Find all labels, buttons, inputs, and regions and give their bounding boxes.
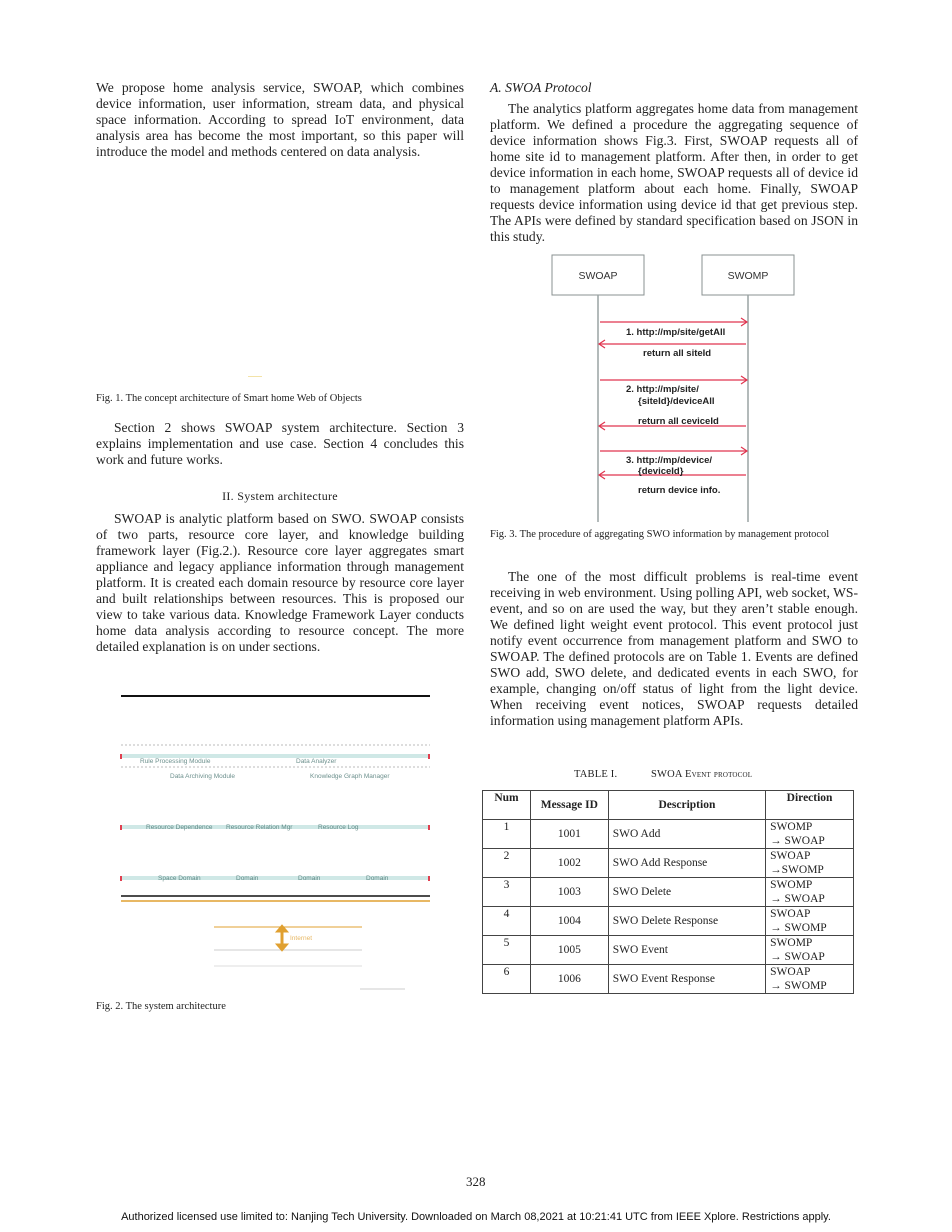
table-row <box>483 965 854 994</box>
cell-num: 4 <box>483 907 531 936</box>
message-2-label-line2: {siteId}/deviceAll <box>638 396 715 407</box>
direction-target: → SWOMP <box>770 980 827 992</box>
cell-direction <box>766 878 854 907</box>
table-label: TABLE I. <box>574 769 618 780</box>
swomp-actor-label: SWOMP <box>727 270 769 282</box>
event-block <box>490 569 858 729</box>
cell-direction <box>766 820 854 849</box>
cell-num: 5 <box>483 936 531 965</box>
internet-arrow-icon <box>276 925 288 951</box>
direction-source: SWOAP <box>770 908 811 920</box>
figure-1-remnant <box>248 376 262 377</box>
swoap-actor-label: SWOAP <box>578 270 618 282</box>
cell-description: SWO Delete Response <box>608 907 765 936</box>
direction-target: →SWOMP <box>770 864 824 876</box>
direction-target: → SWOAP <box>770 951 825 963</box>
architecture-block <box>96 511 464 655</box>
cell-direction <box>766 849 854 878</box>
table-row <box>483 936 854 965</box>
table-row <box>483 907 854 936</box>
cell-description: SWO Add <box>608 820 765 849</box>
cell-description: SWO Add Response <box>608 849 765 878</box>
table-title: SWOA Event protocol <box>651 769 753 780</box>
protocol-paragraph: The analytics platform aggregates home data from management platform. We defined a procedure the aggregating sequence of device information shows Fig.3. First, SWOAP requests all of home site id to management platform. After then, in order to get device information in each home, SWOAP requests all of device id to management platform about each home. Finally, SWOAP requests device information using device id that get previous step. The APIs were defined by standard specification based on JSON in this study. <box>490 101 858 244</box>
direction-source: SWOMP <box>770 879 813 891</box>
figure-3 <box>548 252 798 524</box>
table-body <box>483 820 854 994</box>
cell-direction <box>766 965 854 994</box>
cell-description: SWO Event Response <box>608 965 765 994</box>
direction-source: SWOMP <box>770 821 813 833</box>
domain-label-2: Domain <box>298 875 321 882</box>
direction-target: → SWOAP <box>770 893 825 905</box>
section-heading-text: II. System architecture <box>222 489 338 503</box>
data-archiving-label: Data Archiving Module <box>170 773 236 780</box>
cell-direction <box>766 907 854 936</box>
internet-label: Internet <box>290 935 313 942</box>
intro-paragraph: We propose home analysis service, SWOAP, which combines device information, user information, stream data, and physical space information. According to spread IoT environment, data analysis area has become the most important, so this paper will introduce the model and methods centered on data analysis. <box>96 80 464 159</box>
header-description: Description <box>608 791 765 820</box>
figure-3-caption: Fig. 3. The procedure of aggregating SWO information by management protocol <box>490 529 830 540</box>
table-header-row <box>483 791 854 820</box>
message-3-label-line2: {deviceId} <box>638 466 684 477</box>
left-intro-block <box>96 80 464 160</box>
return-3-label: return device info. <box>638 485 721 496</box>
rule-processing-label: Rule Processing Module <box>140 758 211 765</box>
message-2-label-line1: 2. http://mp/site/ <box>626 384 699 395</box>
cell-message-id: 1005 <box>530 936 608 965</box>
direction-source: SWOMP <box>770 937 813 949</box>
header-message-id: Message ID <box>530 791 608 820</box>
cell-num: 1 <box>483 820 531 849</box>
cell-direction <box>766 936 854 965</box>
return-2-label: return all ceviceId <box>638 416 719 427</box>
subsection-heading: A. SWOA Protocol <box>490 80 592 95</box>
return-1-label: return all siteId <box>643 348 712 359</box>
figure-2 <box>118 694 434 994</box>
knowledge-graph-label: Knowledge Graph Manager <box>310 773 390 780</box>
page-number: 328 <box>466 1174 486 1189</box>
event-paragraph: The one of the most difficult problems is real-time event receiving in web environment. Using polling API, web socket, WS-event, and so on are used the way, but they aren’t stable enough. We defined light weight event protocol. This event protocol just notify event occurrence from management platform and SWO to SWOAP. The defined protocols are on Table 1. Events are defined SWO add, SWO delete, and dedicated events in each SWO, for example, changing on/off status of light from the light device. When receiving event notices, SWOAP requests detailed information using management platform APIs. <box>490 569 858 728</box>
domain-label-1: Domain <box>236 875 259 882</box>
direction-source: SWOAP <box>770 966 811 978</box>
resource-log-label: Resource Log <box>318 824 359 831</box>
section-overview-paragraph: Section 2 shows SWOAP system architecture. Section 3 explains implementation and use case. Section 4 concludes this work and future works. <box>96 420 464 467</box>
cell-num: 6 <box>483 965 531 994</box>
domain-label-3: Domain <box>366 875 389 882</box>
header-num: Num <box>483 791 531 820</box>
direction-target: → SWOAP <box>770 835 825 847</box>
footer-license: Authorized licensed use limited to: Nanjing Tech University. Downloaded on March 08,2021 at 10:21:41 UTC from IEEE Xplore. Restrictions apply. <box>121 1211 831 1223</box>
direction-source: SWOAP <box>770 850 811 862</box>
table-row <box>483 820 854 849</box>
protocol-block <box>490 101 858 245</box>
direction-target: → SWOMP <box>770 922 827 934</box>
data-analyzer-label: Data Analyzer <box>296 758 337 765</box>
cell-message-id: 1006 <box>530 965 608 994</box>
space-domain-label: Space Domain <box>158 875 201 882</box>
header-direction: Direction <box>766 791 854 820</box>
cell-message-id: 1002 <box>530 849 608 878</box>
cell-description: SWO Event <box>608 936 765 965</box>
figure-3-diagram <box>548 252 798 524</box>
table-row <box>483 849 854 878</box>
table-row <box>483 878 854 907</box>
message-3-label-line1: 3. http://mp/device/ <box>626 455 713 466</box>
figure-2-caption: Fig. 2. The system architecture <box>96 1001 226 1012</box>
section-heading <box>96 489 464 504</box>
resource-relation-label: Resource Relation Mgr <box>226 824 293 831</box>
architecture-paragraph: SWOAP is analytic platform based on SWO. SWOAP consists of two parts, resource core layer, and knowledge building framework layer (Fig.2.). Resource core layer aggregates smart appliance and legacy appliance information through management platform. It is created each domain resource by resource core layer and built relationships between resources. This is proposed our view to take various data. Knowledge Framework Layer conducts home data analysis according to resource concept. The more detailed explanation is on under sections. <box>96 511 464 654</box>
cell-num: 3 <box>483 878 531 907</box>
figure-1-caption: Fig. 1. The concept architecture of Smart home Web of Objects <box>96 393 362 404</box>
figure-2-diagram <box>118 694 434 994</box>
resource-dependence-label: Resource Dependence <box>146 824 213 831</box>
cell-message-id: 1004 <box>530 907 608 936</box>
message-1-label: 1. http://mp/site/getAll <box>626 327 726 338</box>
section-overview-block <box>96 420 464 468</box>
cell-num: 2 <box>483 849 531 878</box>
cell-description: SWO Delete <box>608 878 765 907</box>
cell-message-id: 1003 <box>530 878 608 907</box>
event-protocol-table <box>482 790 854 994</box>
cell-message-id: 1001 <box>530 820 608 849</box>
